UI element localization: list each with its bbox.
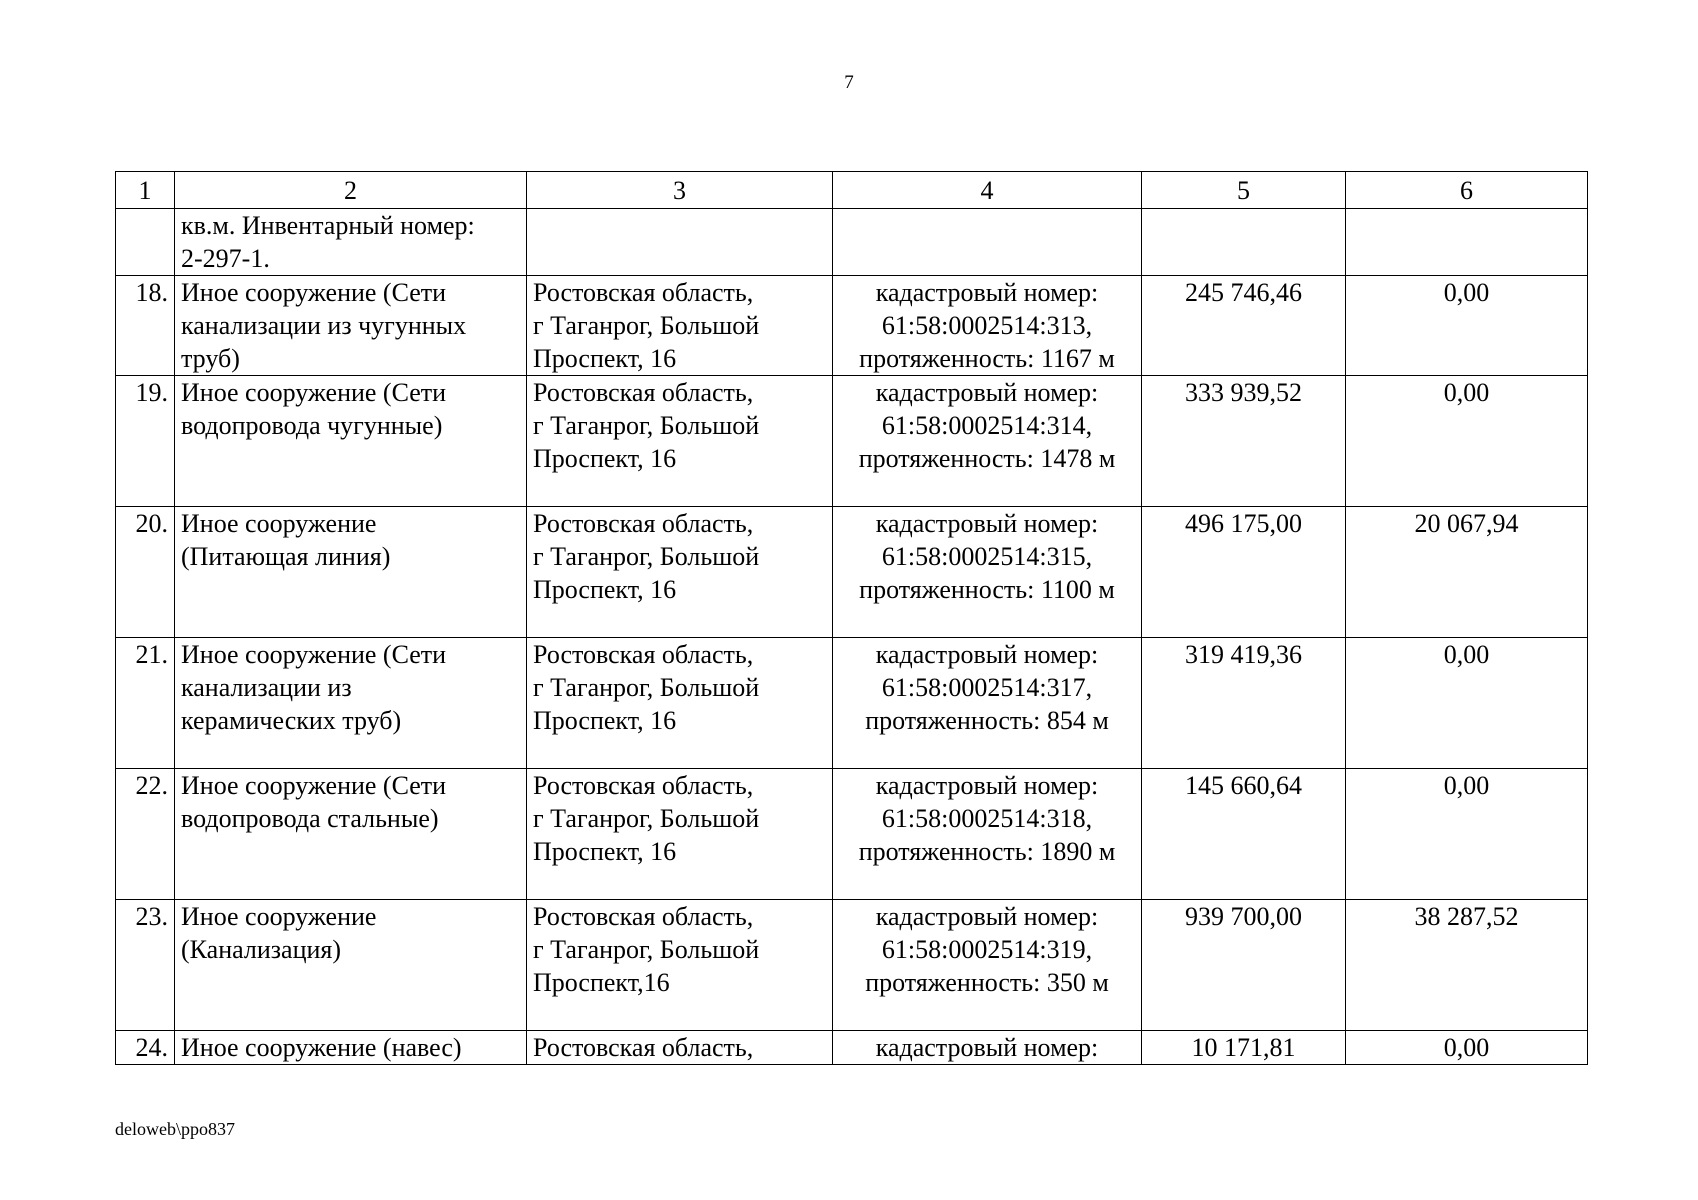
object-name: кв.м. Инвентарный номер: 2-297-1. [175,209,527,276]
object-description: кадастровый номер: 61:58:0002514:313, протяженность: 1167 м [833,276,1142,376]
residual-value: 0,00 [1346,769,1588,900]
row-number: 20. [116,507,175,638]
row-number: 23. [116,900,175,1031]
object-name: Иное сооружение (Сети канализации из чугунных труб) [175,276,527,376]
residual-value [1346,209,1588,276]
object-address: Ростовская область, [527,1031,833,1065]
residual-value: 0,00 [1346,376,1588,507]
object-address [527,209,833,276]
column-header: 3 [527,172,833,209]
column-header: 1 [116,172,175,209]
row-number [116,209,175,276]
residual-value: 0,00 [1346,638,1588,769]
residual-value: 20 067,94 [1346,507,1588,638]
object-name: Иное сооружение (Сети канализации из керамических труб) [175,638,527,769]
object-name: Иное сооружение (навес) [175,1031,527,1065]
column-header: 2 [175,172,527,209]
object-description: кадастровый номер: 61:58:0002514:317, протяженность: 854 м [833,638,1142,769]
table-row [116,769,1588,900]
table-row [116,376,1588,507]
object-name: Иное сооружение (Канализация) [175,900,527,1031]
document-footer-code: deloweb\ppo837 [115,1119,235,1139]
object-description: кадастровый номер: [833,1031,1142,1065]
book-value: 333 939,52 [1142,376,1346,507]
row-number: 21. [116,638,175,769]
book-value: 496 175,00 [1142,507,1346,638]
table-header-row [116,172,1588,209]
table-row-continuation [116,209,1588,276]
book-value: 10 171,81 [1142,1031,1346,1065]
column-header: 6 [1346,172,1588,209]
object-address: Ростовская область, г Таганрог, Большой Проспект,16 [527,900,833,1031]
object-description: кадастровый номер: 61:58:0002514:315, протяженность: 1100 м [833,507,1142,638]
residual-value: 38 287,52 [1346,900,1588,1031]
object-description: кадастровый номер: 61:58:0002514:314, протяженность: 1478 м [833,376,1142,507]
table-row [116,1031,1588,1065]
object-description: кадастровый номер: 61:58:0002514:319, протяженность: 350 м [833,900,1142,1031]
residual-value: 0,00 [1346,1031,1588,1065]
book-value: 145 660,64 [1142,769,1346,900]
column-header: 4 [833,172,1142,209]
book-value: 245 746,46 [1142,276,1346,376]
page-number: 7 [844,72,854,93]
book-value: 939 700,00 [1142,900,1346,1031]
object-address: Ростовская область, г Таганрог, Большой Проспект, 16 [527,507,833,638]
object-name: Иное сооружение (Сети водопровода стальные) [175,769,527,900]
object-address: Ростовская область, г Таганрог, Большой Проспект, 16 [527,769,833,900]
book-value [1142,209,1346,276]
row-number: 24. [116,1031,175,1065]
table-row [116,900,1588,1031]
row-number: 22. [116,769,175,900]
object-address: Ростовская область, г Таганрог, Большой Проспект, 16 [527,276,833,376]
table-row [116,276,1588,376]
residual-value: 0,00 [1346,276,1588,376]
table-row [116,507,1588,638]
table-row [116,638,1588,769]
book-value: 319 419,36 [1142,638,1346,769]
row-number: 18. [116,276,175,376]
object-address: Ростовская область, г Таганрог, Большой Проспект, 16 [527,638,833,769]
property-table [115,171,1588,1065]
column-header: 5 [1142,172,1346,209]
object-description: кадастровый номер: 61:58:0002514:318, протяженность: 1890 м [833,769,1142,900]
object-name: Иное сооружение (Сети водопровода чугунные) [175,376,527,507]
row-number: 19. [116,376,175,507]
object-name: Иное сооружение (Питающая линия) [175,507,527,638]
object-description [833,209,1142,276]
object-address: Ростовская область, г Таганрог, Большой Проспект, 16 [527,376,833,507]
